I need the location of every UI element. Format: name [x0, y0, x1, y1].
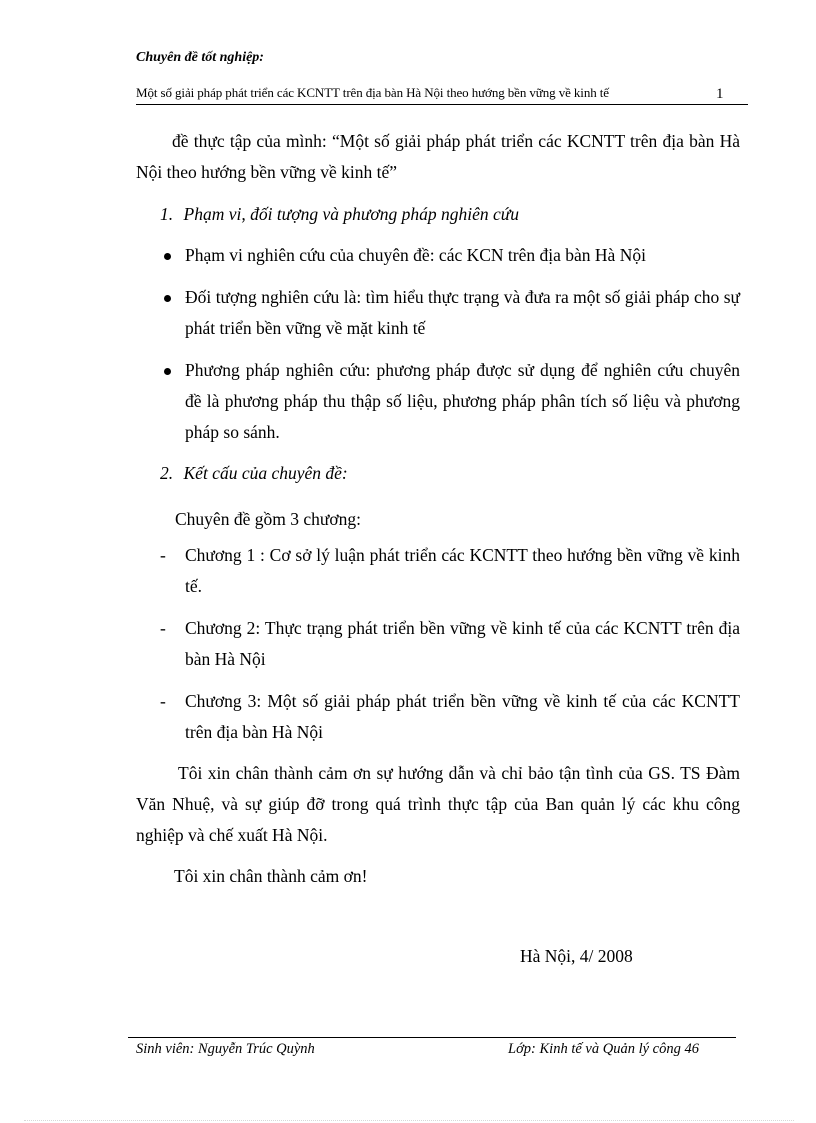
header-rule [136, 104, 748, 105]
list-item [136, 355, 740, 448]
list-item [136, 282, 740, 344]
section2-number: 2. [160, 463, 174, 483]
place-date: Hà Nội, 4/ 2008 [520, 946, 633, 966]
chapter-text: Chương 3: Một số giải pháp phát triển bền vững về kinh tế của các KCNTT trên địa bàn Hà Nội [185, 691, 740, 742]
list-item [136, 686, 740, 748]
footer-class: Lớp: Kinh tế và Quản lý công 46 [508, 1041, 699, 1057]
scope-bullet-list [136, 240, 740, 448]
list-item [136, 540, 740, 602]
footer-student: Sinh viên: Nguyễn Trúc Quỳnh [136, 1041, 315, 1057]
dash-marker: - [160, 545, 166, 565]
bullet-text: Phạm vi nghiên cứu của chuyên đề: các KCN trên địa bàn Hà Nội [185, 245, 646, 265]
page-edge [24, 1120, 794, 1121]
chapters-intro: Chuyên đề gồm 3 chương: [175, 509, 361, 529]
list-item [136, 240, 740, 271]
section2-title: Kết cấu của chuyên đề: [183, 463, 348, 483]
bullet-icon [164, 253, 171, 260]
header-subtitle: Một số giải pháp phát triển các KCNTT trên địa bàn Hà Nội theo hướng bền vững về kinh tế [136, 85, 609, 100]
thanks-paragraph: Tôi xin chân thành cảm ơn sự hướng dẫn và chỉ bảo tận tình của GS. TS Đàm Văn Nhuệ, và sự giúp đỡ trong quá trình thực tập của Ban quản lý các khu công nghiệp và chế xuất Hà Nội. [136, 763, 740, 845]
dash-marker: - [160, 691, 166, 711]
section1-number: 1. [160, 204, 174, 224]
bullet-text: Phương pháp nghiên cứu: phương pháp được sử dụng để nghiên cứu chuyên đề là phương pháp thu thập số liệu, phương pháp phân tích số liệu và phương pháp so sánh. [185, 360, 740, 442]
bullet-icon [164, 295, 171, 302]
chapter-list [136, 540, 740, 748]
intro-paragraph: đề thực tập của mình: “Một số giải pháp phát triển các KCNTT trên địa bàn Hà Nội theo hướng bền vững về kinh tế” [136, 131, 740, 182]
bullet-text: Đối tượng nghiên cứu là: tìm hiểu thực trạng và đưa ra một số giải pháp cho sự phát triển bền vững về mặt kinh tế [185, 287, 740, 338]
header-title: Chuyên đề tốt nghiệp: [136, 50, 264, 65]
section2-heading [160, 463, 348, 484]
list-item [136, 613, 740, 675]
footer-rule [128, 1037, 736, 1038]
section1-title: Phạm vi, đối tượng và phương pháp nghiên cứu [183, 204, 520, 224]
chapter-text: Chương 1 : Cơ sở lý luận phát triển các KCNTT theo hướng bền vững về kinh tế. [185, 545, 740, 596]
section1-heading [160, 204, 519, 225]
closing-line: Tôi xin chân thành cảm ơn! [174, 866, 368, 886]
bullet-icon [164, 368, 171, 375]
chapter-text: Chương 2: Thực trạng phát triển bền vững về kinh tế của các KCNTT trên địa bàn Hà Nội [185, 618, 740, 669]
dash-marker: - [160, 618, 166, 638]
page-number: 1 [716, 86, 724, 102]
